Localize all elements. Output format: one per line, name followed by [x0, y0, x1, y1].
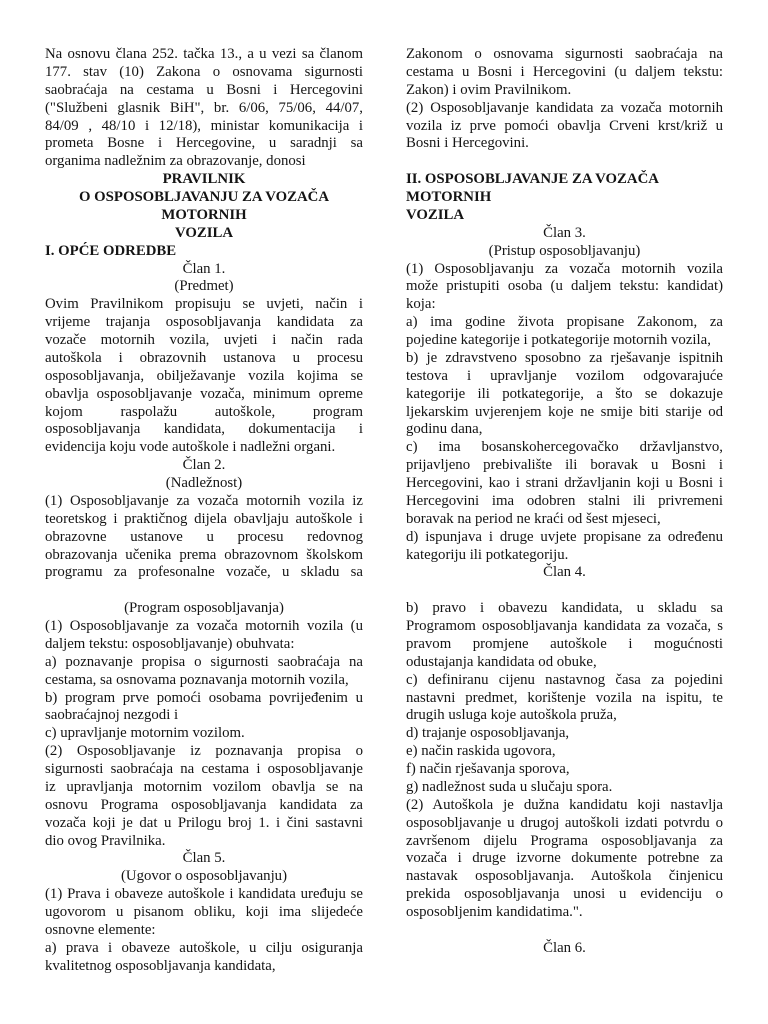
paragraph	[45, 654, 363, 690]
paragraph-line: daljem tekstu: osposobljavanje) obuhvata:	[45, 635, 295, 652]
paragraph	[406, 314, 723, 350]
paragraph	[406, 439, 723, 528]
paragraph-line: g) nadležnost suda u slučaju spora.	[406, 778, 613, 795]
paragraph-line: sigurnosti saobraćaja na cestama i osposobljavanje	[45, 761, 363, 777]
paragraph-line: pravom promjene autoškole i mogućnosti	[406, 635, 723, 652]
section-heading	[45, 243, 363, 261]
paragraph-line: obrazovanja učenika prema obrazovnom školskom	[45, 546, 363, 563]
article-number-line: Član 4.	[543, 564, 586, 581]
paragraph-line: b) je zdravstveno sposobno za rješavanje ispitnih	[406, 349, 723, 366]
paragraph-line: (1) Osposobljavanje za vozača motornih vozila iz	[45, 492, 363, 509]
paragraph-line: pojedine kategorije i potkategorije motornih vozila,	[406, 332, 711, 348]
paragraph-line: (2) Autoškola je dužna kandidatu koji nastavlja	[406, 796, 723, 813]
paragraph-line: godinu dana,	[406, 421, 483, 438]
paragraph-line: (1) Prava i obaveze autoškole i kandidata uređuju se	[45, 886, 363, 903]
paragraph-line: Na osnovu člana 252. tačka 13., a u vezi sa članom	[45, 46, 363, 62]
paragraph-line: prekida osposobljavanja unosi u evidenciju o	[406, 886, 723, 903]
column-segment	[406, 600, 723, 922]
paragraph-line: Zakon) i ovim Pravilnikom.	[406, 81, 572, 98]
paragraph-line: c) upravljanje motornim vozilom.	[45, 725, 245, 742]
document-title-line: VOZILA	[174, 224, 234, 241]
paragraph	[406, 761, 723, 779]
paragraph-line: vozila iz prve pomoći obavlja Crveni krst/križ u	[406, 117, 723, 134]
paragraph-line: obavlja osposobljavanje vozača, minimum opreme	[45, 385, 363, 402]
paragraph-line: drugih usluga koje autoškola pruža,	[406, 707, 617, 724]
paragraph	[45, 725, 363, 743]
paragraph-line: osposobljavanja kandidata, dokumentacija i	[45, 421, 363, 438]
article-number-line: Član 6.	[543, 939, 586, 956]
paragraph-line: Programom osposobljavanja kandidata za vozača, s	[406, 618, 723, 634]
paragraph-line: programu za profesonalne vozače, u skladu sa	[45, 564, 363, 581]
paragraph-line: a) prava i obaveze autoškole, u cilju osiguranja	[45, 939, 363, 956]
article-number	[406, 940, 723, 958]
paragraph-line: 177. stav (10) Zakona o osnovama sigurnosti	[45, 63, 363, 80]
article-subtitle-line: (Program osposobljavanja)	[124, 600, 284, 617]
paragraph-line: a) poznavanje propisa o sigurnosti saobraćaja na	[45, 653, 363, 670]
paragraph-line: vozače motornih vozila, uvjeti i način rada	[45, 332, 363, 348]
paragraph	[406, 600, 723, 672]
paragraph-line: b) pravo i obavezu kandidata, u skladu sa	[406, 600, 723, 617]
paragraph-line: dio ovog Pravilnika.	[45, 832, 166, 849]
article-subtitle	[406, 243, 723, 261]
paragraph-line: saobraćaja na cestama u Bosni i Hercegovini	[45, 81, 363, 98]
paragraph-line: (2) Osposobljavanje kandidata za vozača motornih	[406, 99, 723, 116]
paragraph-line: 84/09 , 48/10 i 12/18), ministar komunikacija i	[45, 117, 363, 134]
paragraph-line: može pristupiti osoba (u daljem tekstu: kandidat)	[406, 278, 723, 295]
document-title	[45, 171, 363, 243]
article-subtitle-line: (Ugovor o osposobljavanju)	[120, 868, 288, 885]
paragraph-line: osnovne elemente:	[45, 921, 156, 938]
paragraph-line: ugovorom u pisanom obliku, koji ima slijedeće	[45, 904, 363, 920]
column-segment	[45, 46, 363, 582]
paragraph-line: evidencija koju vode autoškole i nadležni organi.	[45, 439, 336, 456]
paragraph-line: (1) Osposobljavanju za vozača motornih vozila	[406, 260, 723, 277]
article-number-line: Član 3.	[543, 224, 586, 241]
article-number	[406, 564, 723, 582]
paragraph-line: testova i upravljanje vozilom odgovarajuće	[406, 367, 723, 384]
paragraph-line: kojom raspolažu autoškole, program	[45, 403, 363, 420]
paragraph-line: Zakonom o osnovama sigurnosti saobraćaja na	[406, 46, 723, 62]
paragraph-line: c) ima bosanskohercegovačko državljanstvo,	[406, 439, 723, 456]
article-subtitle	[45, 600, 363, 618]
paragraph-line: Hercegovini ima odobren stalni ili privremeni	[406, 492, 723, 509]
paragraph	[406, 779, 723, 797]
paragraph-line: d) trajanje osposobljavanja,	[406, 725, 570, 742]
paragraph	[406, 529, 723, 565]
paragraph-line: prijavljeno prebivalište ili boravak u Bosni i	[406, 457, 723, 474]
article-subtitle-line: (Predmet)	[174, 278, 234, 295]
paragraph-line: cestama u Bosni i Hercegovini (u daljem tekstu:	[406, 63, 723, 80]
column-segment	[406, 940, 723, 958]
paragraph-line: (1) Osposobljavanje za vozača motornih vozila (u	[45, 618, 363, 634]
section-heading-line: VOZILA	[406, 206, 465, 223]
article-number	[45, 261, 363, 279]
article-subtitle	[45, 475, 363, 493]
article-number-line: Član 2.	[182, 457, 226, 474]
paragraph-line: d) ispunjava i druge uvjete propisane za određenu	[406, 528, 723, 545]
paragraph	[45, 296, 363, 457]
paragraph-line: odustajanja kandidata od obuke,	[406, 653, 597, 670]
paragraph	[45, 493, 363, 582]
paragraph-line: osposobljavanja, obilježavanje vozila kojima se	[45, 367, 363, 384]
article-number	[45, 850, 363, 868]
document-title-line: PRAVILNIK	[162, 171, 246, 188]
paragraph-line: osposobljenim kandidatima.".	[406, 904, 583, 920]
paragraph-line: f) način rješavanja sporova,	[406, 761, 570, 777]
paragraph-line: kategoriju ili potkategoriju.	[406, 546, 569, 563]
paragraph	[45, 618, 363, 654]
section-heading-line: MOTORNIH	[406, 189, 492, 205]
article-number	[45, 457, 363, 475]
section-heading	[406, 171, 723, 225]
paragraph	[406, 100, 723, 154]
paragraph-line: osposobljavanje u drugoj autoškoli izdati potvrdu o	[406, 814, 723, 831]
article-subtitle	[45, 278, 363, 296]
paragraph-line: a) ima godine života propisane Zakonom, za	[406, 314, 723, 331]
paragraph-line: teoretskog i praktičnog dijela obavljaju autoškole i	[45, 510, 363, 527]
section-heading-line: I. OPĆE ODREDBE	[45, 242, 177, 259]
paragraph-line: koja:	[406, 296, 436, 313]
article-number-line: Član 1.	[182, 260, 226, 277]
paragraph-line: kvalitetnog osposobljavanja kandidata,	[45, 957, 276, 974]
paragraph-line: kategorije ili potkategorije, a što se dokazuje	[406, 385, 723, 402]
paragraph	[45, 46, 363, 171]
paragraph	[45, 886, 363, 940]
left-column	[45, 46, 363, 976]
paragraph	[406, 743, 723, 761]
paragraph	[45, 690, 363, 726]
paragraph	[406, 261, 723, 315]
paragraph-line: saobraćajnoj nezgodi i	[45, 707, 179, 724]
paragraph	[406, 672, 723, 726]
paragraph	[45, 743, 363, 850]
paragraph-line: prometa Bosne i Hercegovine, u saradnji sa	[45, 135, 363, 152]
paragraph-line: c) definiranu cijenu nastavnog časa za pojedini	[406, 671, 723, 688]
paragraph	[406, 46, 723, 100]
paragraph-line: Hercegovini, kao i strani državljanin koji u Bosni i	[406, 475, 723, 491]
paragraph-line: vozača koji je dat u Prilogu broj 1. i čini sastavni	[45, 814, 363, 831]
paragraph-line: b) program prve pomoći osobama povrijeđenim u	[45, 689, 363, 706]
paragraph-line: završenom dijelu Programa osposobljavanja za	[406, 832, 723, 849]
article-number-line: Član 5.	[182, 850, 226, 867]
document-title-line: O OSPOSOBLJAVANJU ZA VOZAČA	[78, 189, 330, 205]
paragraph	[406, 725, 723, 743]
paragraph-line: Ovim Pravilnikom propisuju se uvjeti, način i	[45, 296, 363, 313]
paragraph-line: boravak na period ne kraći od šest mjeseci,	[406, 510, 661, 527]
paragraph-line: organima nadležnim za obrazovanje, donosi	[45, 153, 306, 170]
paragraph-line: obrazovne ustanove u procesu redovnog	[45, 528, 363, 545]
right-column	[406, 46, 723, 958]
paragraph-line: iz upravljanja motornim vozilom obavlja se na	[45, 778, 363, 795]
section-heading-line: II. OSPOSOBLJAVANJE ZA VOZAČA	[406, 171, 659, 188]
article-subtitle	[45, 868, 363, 886]
paragraph-line: nastavni predmet, korištenje vozila na ispitu, te	[406, 689, 723, 706]
paragraph	[406, 797, 723, 922]
paragraph	[45, 940, 363, 976]
paragraph-line: vrijeme trajanja osposobljavanja kandidata za	[45, 314, 363, 331]
paragraph	[406, 350, 723, 439]
paragraph-line: ljekarskim uvjerenjem koje ne smije biti starije od	[406, 403, 723, 420]
column-segment	[45, 600, 363, 975]
paragraph-line: ("Službeni glasnik BiH", br. 6/06, 75/06, 44/07,	[45, 99, 363, 116]
paragraph-line: cestama, sa osnovama poznavanja motornih vozila,	[45, 671, 349, 688]
paragraph-line: nastavak osposobljavanja. Autoškola činjenicu	[406, 868, 723, 885]
paragraph-line: e) način raskida ugovora,	[406, 743, 556, 760]
paragraph-line: (2) Osposobljavanje iz poznavanja propisa o	[45, 743, 363, 760]
document-title-line: MOTORNIH	[161, 206, 247, 223]
paragraph-line: autoškola i obrazovnih ustanova u procesu	[45, 349, 363, 366]
article-subtitle-line: (Pristup osposobljavanju)	[488, 242, 641, 259]
paragraph-line: osnovu Programa osposobljavanja kandidata za	[45, 796, 363, 813]
paragraph-line: vozača i druge izvorne dokumente potrebne za	[406, 850, 723, 867]
paragraph-line: Bosni i Hercegovini.	[406, 135, 529, 152]
article-subtitle-line: (Nadležnost)	[165, 475, 243, 491]
article-number	[406, 225, 723, 243]
column-segment	[406, 46, 723, 582]
